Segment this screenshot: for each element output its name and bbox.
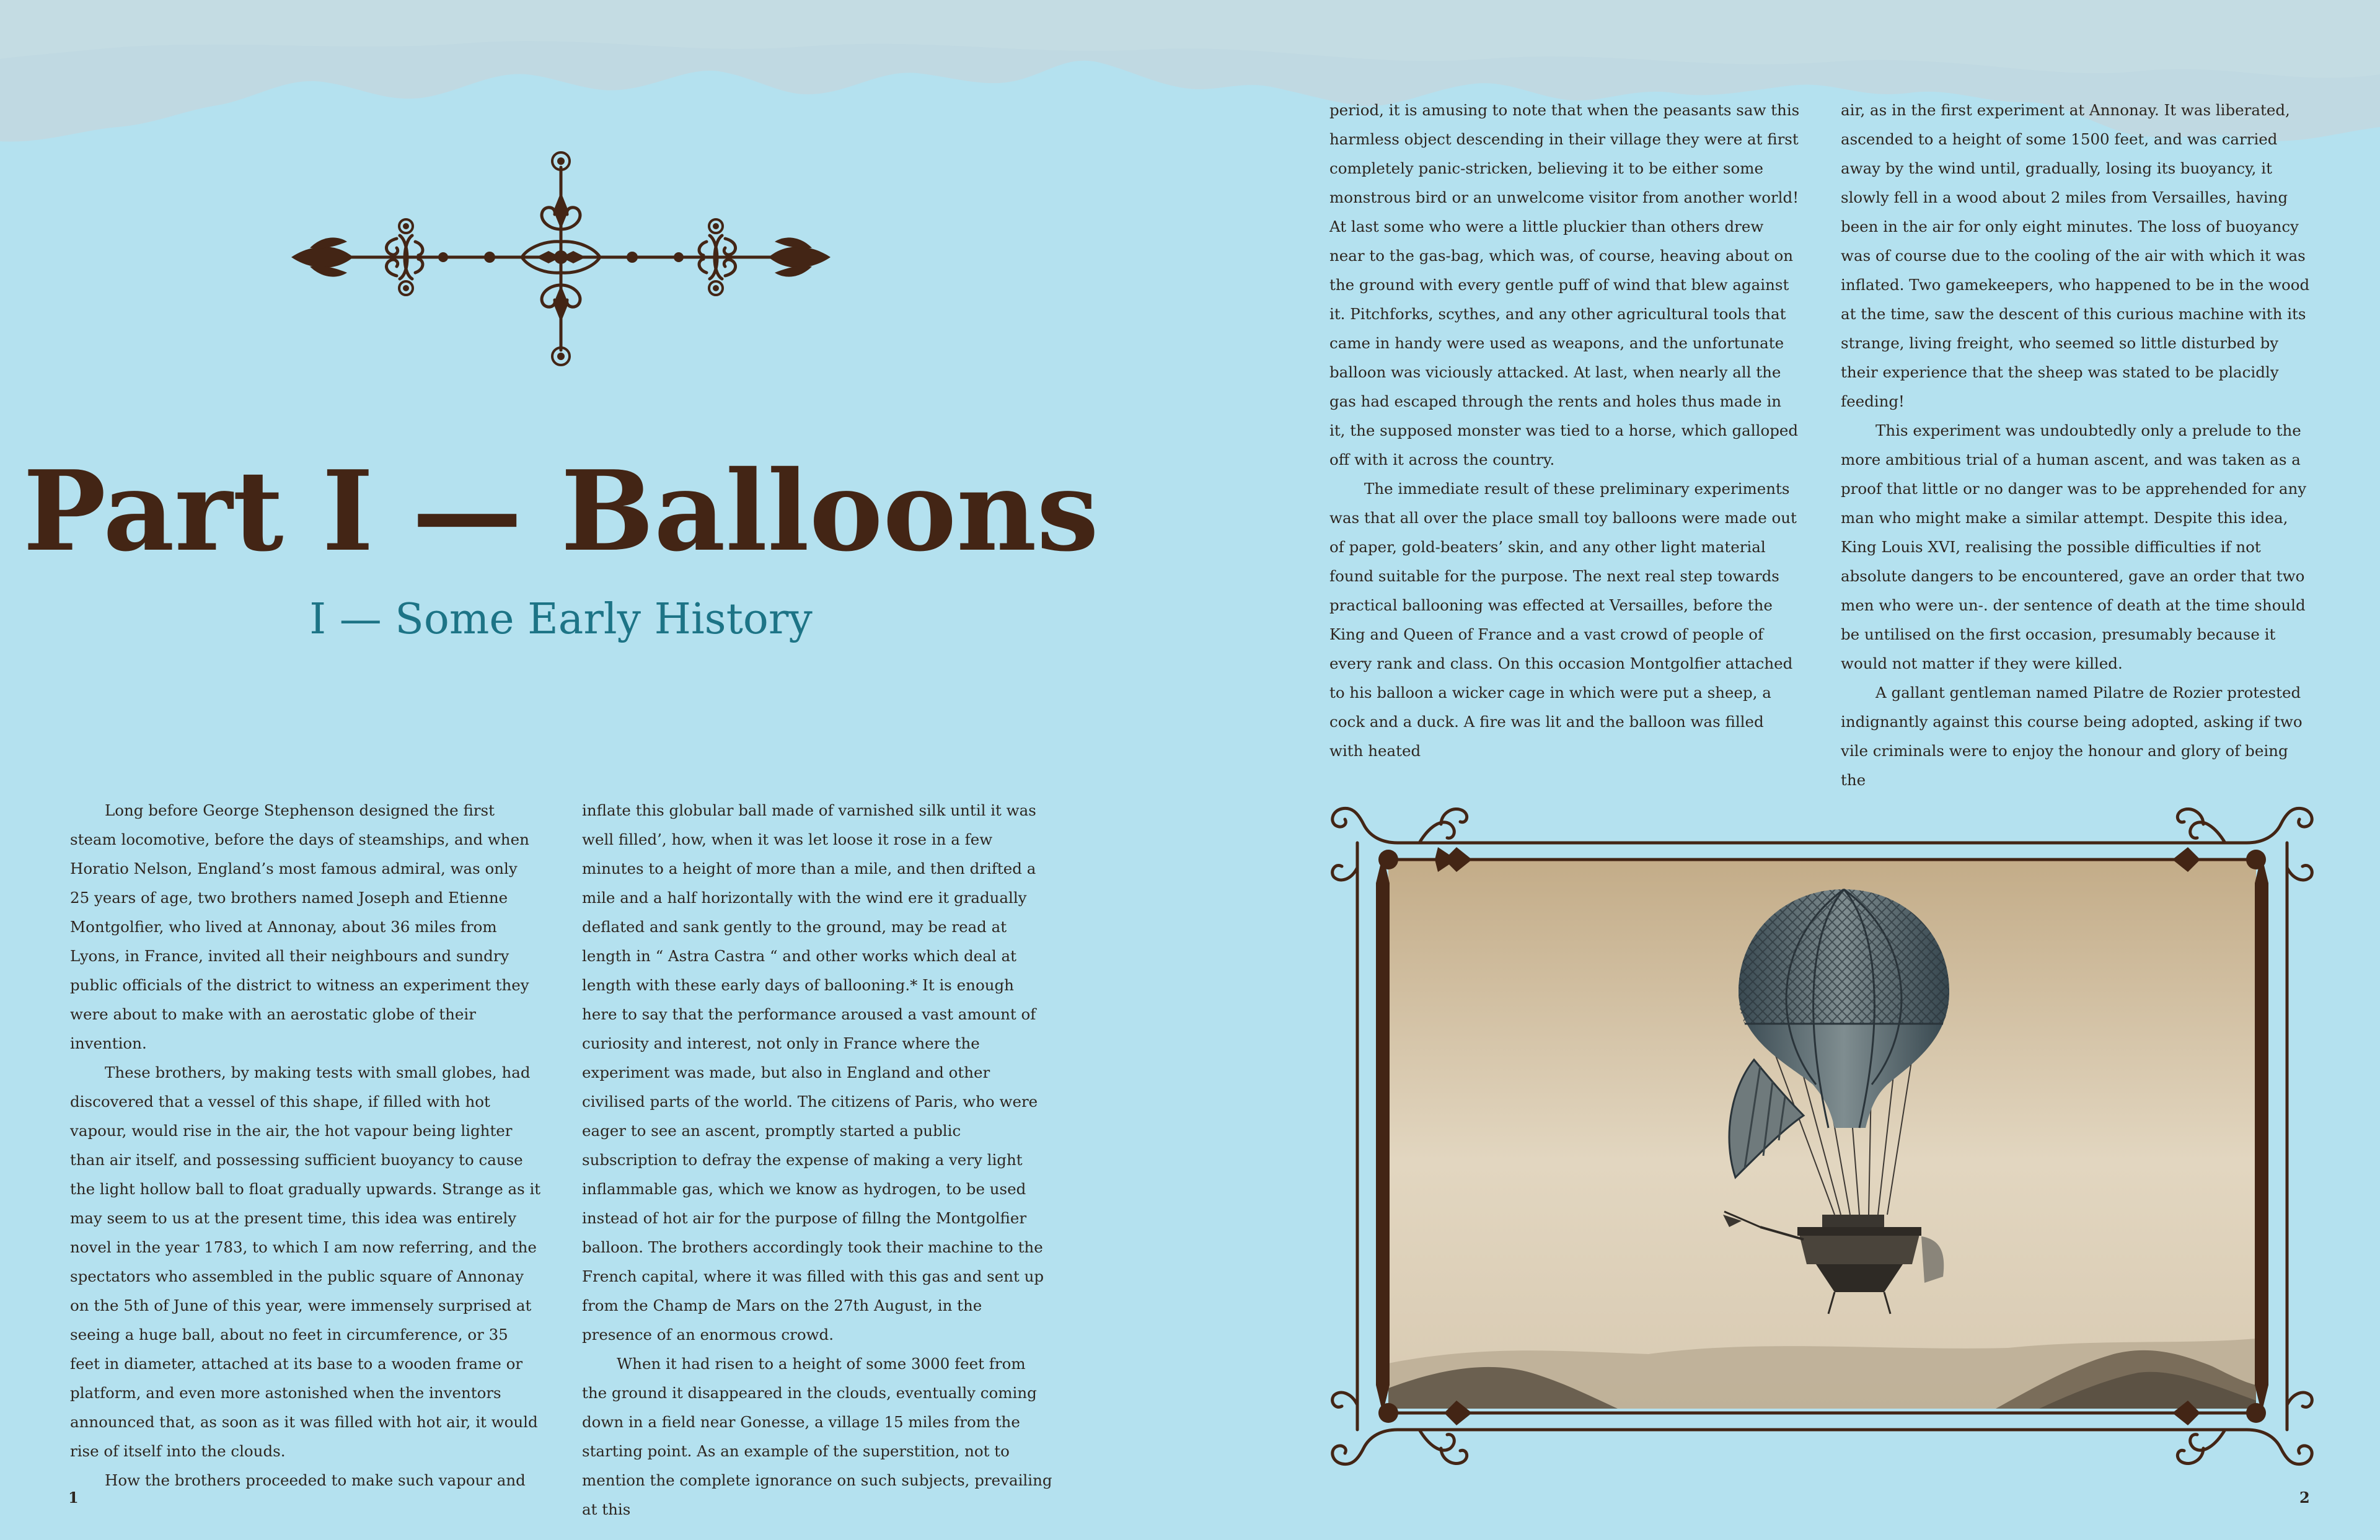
- flourish-ornament-icon: [291, 143, 831, 378]
- paragraph: These brothers, by making tests with small globes, had discovered that a vessel of this shape, if filled with hot vapour, would rise in the air, the hot vapour being lighter than air itself, and possessing sufficient buoyancy to cause the light hollow ball to float gradually upwards. Strange as it may seem to us at the present time, this idea was entirely novel in the year 1783, to which I am now referring, and the spectators who assembled in the public square of Annonay on the 5th of June of this year, were immensely surprised at seeing a huge ball, about no feet in circumference, or 35 feet in diameter, attached at its base to a wooden frame or platform, and even more astonished when the inventors announced that, as soon as it was filled with hot air, it would rise of itself into the clouds.: [70, 1063, 541, 1460]
- section-subtitle: I — Some Early History: [309, 595, 813, 644]
- paragraph: inflate this globular ball made of varnished silk until it was well filled’, how, when it was let loose it rose in a few minutes to a height of more than a mile, and then drifted a mile and a half horizontally with the wind ere it gradually deflated and sank gently to the ground, may be read at length in “ Astra Castra “ and other works which deal at length with these early days of ballooning.* It is enough here to say that the performance aroused a vast amount of curiosity and interest, not only in France where the experiment was made, but also in England and other civilised parts of the world. The citizens of Paris, who were eager to see an ascent, promptly started a public subscription to defray the expense of making a very light inflammable gas, which we know as hydrogen, to be used instead of hot air for the purpose of fillng the Montgolfier balloon. The brothers accordingly took their machine to the French capital, where it was filled with this gas and sent up from the Champ de Mars on the 27th August, in the presence of an enormous crowd.: [582, 801, 1044, 1344]
- chapter-title: Part I — Balloons: [23, 446, 1099, 576]
- page-number-right: 2: [2299, 1489, 2310, 1507]
- paragraph: The immediate result of these preliminary experiments was that all over the place small toy balloons were made out of paper, gold-beaters’ skin, and any other light material found suitable for the purpose. The next real step towards practical ballooning was effected at Versailles, before the King and Queen of France and a vast crowd of people of every rank and class. On this occasion Montgolfier attached to his balloon a wicker cage in which were put a sheep, a cock and a duck. A fire was lit and the balloon was filled with heated: [1329, 480, 1797, 760]
- paragraph: Long before George Stephenson designed the first steam locomotive, before the days of steamships, and when Horatio Nelson, England’s most famous admiral, was only 25 years of age, two brothers named Joseph and Etienne Montgolfier, who lived at Annonay, about 36 miles from Lyons, in France, invited all their neighbours and sundry public officials of the district to witness an experiment they were about to make with an aerostatic globe of their invention.: [70, 801, 529, 1052]
- text-column-4: [1841, 95, 2312, 794]
- paragraph: This experiment was undoubtedly only a prelude to the more ambitious trial of a human ascent, and was taken as a proof that little or no danger was to be apprehended for any man who might make a similar attempt. Despite this idea, King Louis XVI, realising the possible difficulties if not absolute dangers to be encountered, gave an order that two men who were un-. der sentence of death at the time should be untilised on the first occasion, presumably because it would not matter if they were killed.: [1841, 421, 2307, 672]
- page-number-left: 1: [68, 1489, 79, 1507]
- paragraph: air, as in the first experiment at Annonay. It was liberated, ascended to a height of some 1500 feet, and was carried away by the wind until, gradually, losing its buoyancy, it slowly fell in a wood about 2 miles from Versailles, having been in the air for only eight minutes. The loss of buoyancy was of course due to the cooling of the air with which it was inflated. Two gamekeepers, who happened to be in the wood at the time, saw the descent of this curious machine with its strange, living freight, who seemed so little disturbed by their experience that the sheep was stated to be placidly feeding!: [1841, 101, 2310, 410]
- balloon-illustration-frame: [1326, 793, 2318, 1478]
- paragraph: period, it is amusing to note that when the peasants saw this harmless object descending in their village they were at first completely panic-stricken, believing it to be either some monstrous bird or an unwelcome visitor from another world! At last some who were a little pluckier than others drew near to the gas-bag, which was, of course, heaving about on the ground with every gentle puff of wind that blew against it. Pitchforks, scythes, and any other agricultural tools that came in handy were used as weapons, and the unfortunate balloon was viciously attacked. At last, when nearly all the gas had escaped through the rents and holes thus made in it, the supposed monster was tied to a horse, which galloped off with it across the country.: [1329, 101, 1800, 469]
- hot-air-balloon-airship-illustration: [1388, 858, 2256, 1409]
- text-column-1: [70, 796, 541, 1495]
- paragraph: How the brothers proceeded to make such vapour and: [105, 1471, 526, 1489]
- text-column-3: [1329, 95, 1800, 765]
- paragraph: When it had risen to a height of some 3000 feet from the ground it disappeared in the clouds, eventually coming down in a field near Gonesse, a village 15 miles from the starting point. As an example of the superstition, not to mention the complete ignorance on such subjects, prevailing at this: [582, 1355, 1052, 1518]
- paragraph: A gallant gentleman named Pilatre de Rozier protested indignantly against this course being adopted, asking if two vile criminals were to enjoy the honour and glory of being the: [1841, 684, 2303, 789]
- text-column-2: [582, 796, 1053, 1524]
